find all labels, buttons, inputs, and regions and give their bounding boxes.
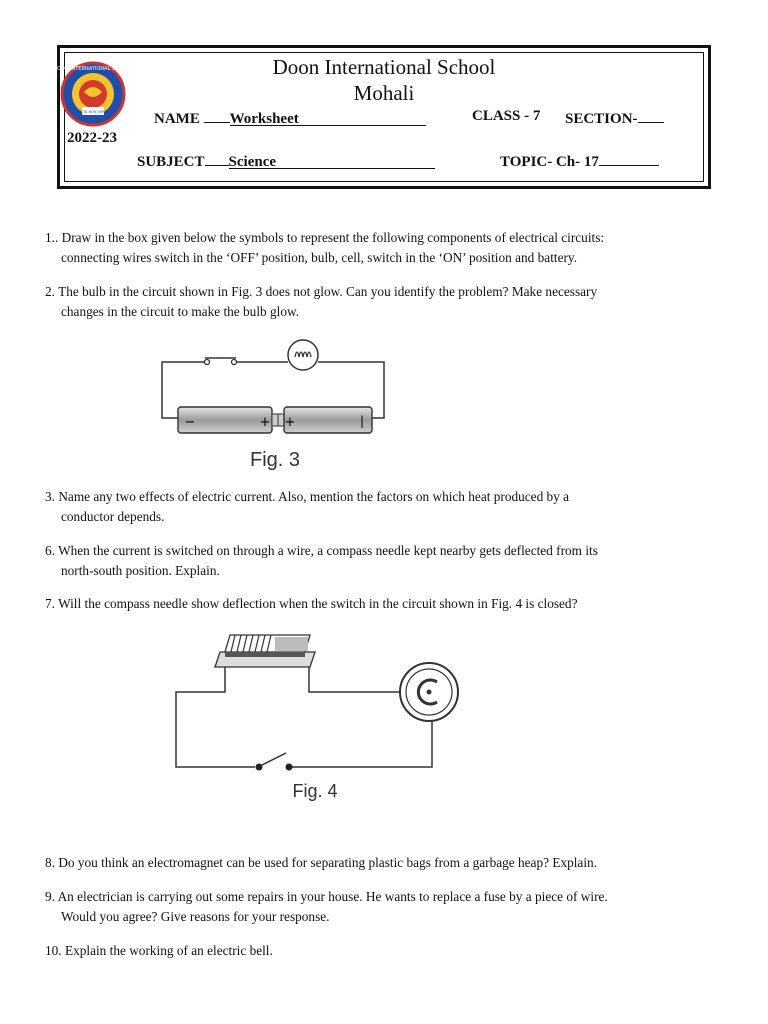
class-label: CLASS - 7 <box>472 108 541 124</box>
question-number: 3. <box>45 489 55 504</box>
coil-on-board-icon <box>215 635 315 667</box>
name-field <box>154 107 426 128</box>
question-text: Draw in the box given below the symbols to represent the following components of electrical circuits: <box>61 230 605 245</box>
subject-label: SUBJECT <box>137 154 205 170</box>
switch-terminal-icon <box>205 360 210 365</box>
question-number: 1.. <box>45 230 59 245</box>
question-text: Name any two effects of electric current. Also, mention the factors on which heat produced by a <box>58 489 570 504</box>
subject-value: Science <box>229 153 435 169</box>
compass-icon <box>400 663 458 721</box>
name-underline-left <box>204 107 230 123</box>
section-underline <box>638 107 664 123</box>
question-text-continued: connecting wires switch in the ‘OFF’ position, bulb, cell, switch in the ‘ON’ position and battery. <box>61 250 578 265</box>
name-label: NAME <box>154 111 200 127</box>
question-text: An electrician is carrying out some repairs in your house. He wants to replace a fuse by a piece of wire. <box>57 889 608 904</box>
switch-terminal-icon <box>232 360 237 365</box>
question-text-continued: north-south position. Explain. <box>61 563 220 578</box>
question-6 <box>45 541 705 581</box>
fig4-caption: Fig. 4 <box>292 781 338 801</box>
question-text: The bulb in the circuit shown in Fig. 3 does not glow. Can you identify the problem? Make necessary <box>58 284 598 299</box>
question-number: 6. <box>45 543 55 558</box>
question-10 <box>45 941 705 961</box>
fig3-caption: Fig. 3 <box>249 449 301 471</box>
cell-plus-label: + <box>259 415 271 430</box>
section-label: SECTION- <box>565 111 638 127</box>
cell-left-icon <box>178 407 278 433</box>
question-text: Do you think an electromagnet can be used for separating plastic bags from a garbage heap? Explain. <box>58 855 598 870</box>
question-9 <box>45 887 705 927</box>
question-number: 10. <box>45 943 62 958</box>
cell-minus-label: − <box>184 415 196 430</box>
switch-terminal-icon <box>256 764 263 771</box>
question-8 <box>45 853 705 873</box>
question-number: 9. <box>45 889 55 904</box>
question-text: Will the compass needle show deflection when the switch in the circuit shown in Fig. 4 is closed? <box>58 596 578 611</box>
question-text-continued: Would you agree? Give reasons for your response. <box>61 909 330 924</box>
question-number: 7. <box>45 596 55 611</box>
bulb-icon <box>288 340 318 370</box>
fig4-circuit-diagram <box>165 625 475 805</box>
question-1 <box>45 228 705 268</box>
topic-label: TOPIC- Ch- 17 <box>500 154 599 170</box>
question-3 <box>45 487 705 527</box>
question-number: 8. <box>45 855 55 870</box>
class-field <box>472 107 540 125</box>
school-city: Mohali <box>353 81 415 105</box>
question-text: When the current is switched on through a wire, a compass needle kept nearby gets deflected from its <box>58 543 598 558</box>
topic-field <box>500 150 659 171</box>
section-field <box>565 107 664 128</box>
logo-text: DOON INTERNATIONAL SCHOOL <box>53 66 133 72</box>
question-7 <box>45 594 705 614</box>
switch-terminal-icon <box>286 764 293 771</box>
fig3-circuit-diagram <box>150 330 400 475</box>
question-number: 2. <box>45 284 55 299</box>
cell-right-icon <box>278 407 372 433</box>
subject-underline-left <box>205 150 229 166</box>
question-2 <box>45 282 705 322</box>
cell-plus-label: + <box>284 415 296 430</box>
question-text-continued: changes in the circuit to make the bulb glow. <box>61 304 300 319</box>
school-name: Doon International School <box>272 55 496 79</box>
name-value: Worksheet <box>230 110 426 126</box>
question-text: Explain the working of an electric bell. <box>64 943 273 958</box>
question-text-continued: conductor depends. <box>61 509 165 524</box>
subject-field <box>137 150 435 171</box>
logo-motto: FACTA NON VERBA <box>76 110 110 114</box>
academic-year: 2022-23 <box>67 130 117 146</box>
topic-underline <box>599 150 659 166</box>
cell-minus-label: | <box>359 414 365 428</box>
